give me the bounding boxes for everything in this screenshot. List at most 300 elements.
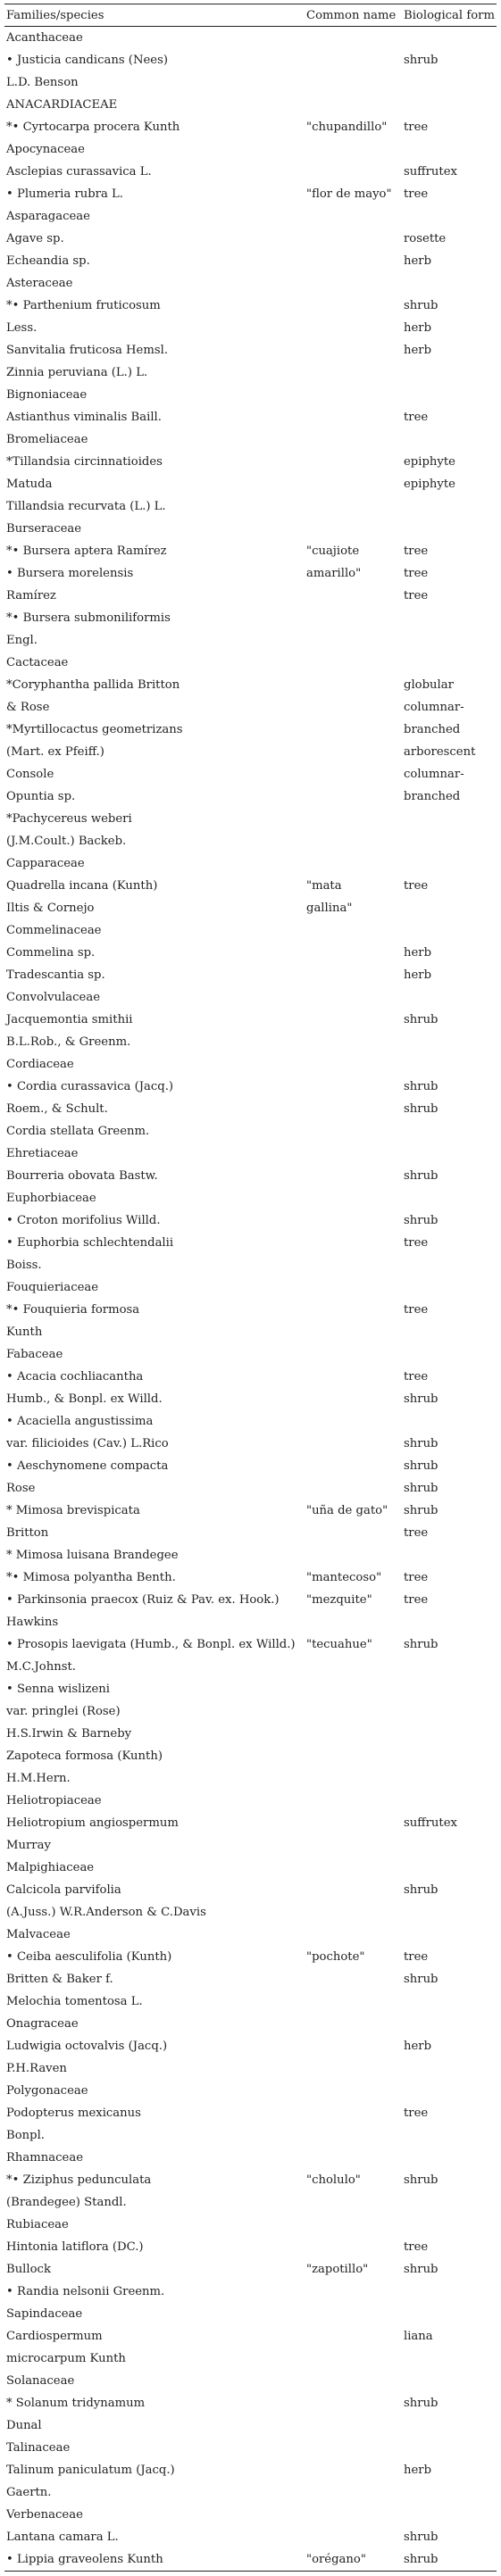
table-row [4, 1589, 497, 1611]
cell-species: • Aeschynomene compacta [6, 1459, 169, 1473]
cell-species: Polygonaceae [6, 2084, 88, 2098]
cell-species: (J.M.Coult.) Backeb. [6, 835, 127, 848]
table-row [4, 361, 497, 384]
table-row [4, 1633, 497, 1656]
cell-species: (Mart. ex Pfeiff.) [6, 745, 104, 759]
cell-species: Ehretiaceae [6, 1147, 79, 1160]
cell-biological-form: shrub [404, 1169, 438, 1183]
cell-species: Apocynaceae [6, 143, 85, 156]
cell-species: Asparagaceae [6, 210, 90, 223]
cell-species: • Croton morifolius Willd. [6, 1214, 161, 1227]
cell-species: Cardiospermum [6, 2330, 103, 2343]
table-row [4, 2191, 497, 2214]
table-row [4, 1990, 497, 2013]
table-row [4, 1834, 497, 1857]
cell-biological-form: shrub [404, 1482, 438, 1495]
cell-biological-form: shrub [404, 1214, 438, 1227]
table-row [4, 1901, 497, 1924]
cell-species: Jacquemontia smithii [6, 1013, 133, 1026]
table-row [4, 741, 497, 763]
cell-species: Cordia stellata Greenm. [6, 1125, 150, 1138]
table-row [4, 674, 497, 696]
table-row [4, 719, 497, 741]
table-row [4, 518, 497, 540]
cell-species: *• Bursera aptera Ramírez [6, 544, 167, 558]
table-row [4, 2548, 497, 2571]
cell-species: Fabaceae [6, 1348, 63, 1361]
table-row [4, 94, 497, 116]
cell-species: & Rose [6, 701, 50, 714]
table-row [4, 1946, 497, 1968]
cell-species: Rhamnaceae [6, 2151, 84, 2165]
cell-species: • Euphorbia schlechtendalii [6, 1236, 174, 1250]
table-row [4, 2526, 497, 2548]
cell-biological-form: shrub [404, 1638, 438, 1651]
table-row [4, 1678, 497, 1700]
table-row [4, 1366, 497, 1388]
table-row [4, 2370, 497, 2392]
table-row [4, 2325, 497, 2347]
cell-biological-form: rosette [404, 232, 447, 245]
table-row [4, 1700, 497, 1723]
table-row [4, 1388, 497, 1410]
cell-species: Console [6, 768, 54, 781]
cell-species: Euphorbiaceae [6, 1192, 96, 1205]
table-row [4, 1053, 497, 1076]
cell-species: Britten & Baker f. [6, 1973, 113, 1986]
table-row [4, 2303, 497, 2325]
header-common-name: Common name [306, 9, 397, 22]
cell-common-name: "pochote" [306, 1950, 365, 1964]
cell-species: Gaertn. [6, 2486, 52, 2499]
table-row [4, 473, 497, 495]
cell-species: • Bursera morelensis [6, 567, 134, 580]
cell-species: • Parkinsonia praecox (Ruiz & Pav. ex. Hook.) [6, 1593, 280, 1607]
table-row [4, 451, 497, 473]
cell-species: Matuda [6, 478, 53, 491]
table-bottom-rule [4, 2571, 497, 2572]
table-row [4, 1968, 497, 1990]
table-row [4, 228, 497, 250]
cell-biological-form: shrub [404, 1459, 438, 1473]
cell-biological-form: tree [404, 1593, 429, 1607]
table-row [4, 585, 497, 607]
cell-species: Rubiaceae [6, 2218, 69, 2231]
table-row [4, 852, 497, 875]
table-row [4, 785, 497, 808]
cell-species: Sapindaceae [6, 2307, 83, 2321]
cell-species: Engl. [6, 634, 38, 647]
cell-biological-form: branched [404, 790, 461, 803]
table-row [4, 1009, 497, 1031]
cell-biological-form: herb [404, 2040, 432, 2053]
cell-biological-form: epiphyte [404, 478, 455, 491]
cell-species: Commelina sp. [6, 946, 96, 960]
cell-biological-form: herb [404, 344, 432, 357]
table-row [4, 250, 497, 272]
cell-species: (A.Juss.) W.R.Anderson & C.Davis [6, 1906, 206, 1919]
cell-species: Malvaceae [6, 1928, 71, 1941]
table-row [4, 71, 497, 94]
cell-species: • Cordia curassavica (Jacq.) [6, 1080, 174, 1093]
table-row [4, 339, 497, 361]
cell-species: Britton [6, 1526, 49, 1540]
cell-biological-form: tree [404, 411, 429, 424]
table-row [4, 1611, 497, 1633]
table-row [4, 562, 497, 585]
cell-species: Bromeliaceae [6, 433, 88, 446]
table-row [4, 2080, 497, 2102]
table-row [4, 2504, 497, 2526]
cell-species: *Pachycereus weberi [6, 812, 132, 826]
cell-species: Malpighiaceae [6, 1861, 95, 1874]
cell-species: Heliotropiaceae [6, 1794, 102, 1807]
table-row [4, 1321, 497, 1343]
cell-species: *• Bursera submoniliformis [6, 611, 171, 625]
cell-species: Convolvulaceae [6, 991, 101, 1004]
cell-species: Kunth [6, 1325, 43, 1339]
cell-species: Onagraceae [6, 2017, 79, 2031]
cell-biological-form: liana [404, 2330, 433, 2343]
table-row [4, 1098, 497, 1120]
cell-biological-form: shrub [404, 1392, 438, 1406]
table-row [4, 2236, 497, 2258]
cell-species: Talinum paniculatum (Jacq.) [6, 2464, 175, 2477]
table-row [4, 2013, 497, 2035]
cell-common-name: "mezquite" [306, 1593, 372, 1607]
table-row [4, 540, 497, 562]
table-row [4, 1299, 497, 1321]
cell-species: • Randia nelsonii Greenm. [6, 2285, 165, 2298]
table-row [4, 1455, 497, 1477]
table-row [4, 2437, 497, 2459]
cell-species: Burseraceae [6, 522, 82, 536]
cell-species: Acanthaceae [6, 31, 83, 45]
table-row [4, 2459, 497, 2481]
table-row [4, 763, 497, 785]
cell-species: (Brandegee) Standl. [6, 2196, 127, 2209]
cell-common-name: "tecuahue" [306, 1638, 372, 1651]
table-row [4, 1566, 497, 1589]
cell-species: Ludwigia octovalvis (Jacq.) [6, 2040, 168, 2053]
cell-species: • Acacia cochliacantha [6, 1370, 144, 1384]
table-row [4, 875, 497, 897]
table-row [4, 2147, 497, 2169]
cell-species: Sanvitalia fruticosa Hemsl. [6, 344, 169, 357]
cell-biological-form: tree [404, 120, 429, 134]
cell-biological-form: tree [404, 567, 429, 580]
table-row [4, 2214, 497, 2236]
cell-common-name: "cholulo" [306, 2173, 361, 2187]
table-row [4, 2392, 497, 2414]
table-row [4, 1500, 497, 1522]
cell-species: Commelinaceae [6, 924, 102, 937]
table-header-row [4, 4, 497, 26]
cell-biological-form: tree [404, 544, 429, 558]
cell-species: Roem., & Schult. [6, 1102, 108, 1116]
cell-species: Zapoteca formosa (Kunth) [6, 1749, 163, 1763]
table-row [4, 652, 497, 674]
cell-biological-form: columnar- [404, 701, 464, 714]
table-row [4, 2347, 497, 2370]
cell-biological-form: tree [404, 2107, 429, 2120]
cell-biological-form: shrub [404, 1013, 438, 1026]
table-row [4, 964, 497, 986]
table-row [4, 384, 497, 406]
cell-biological-form: herb [404, 254, 432, 268]
table-row [4, 2414, 497, 2437]
cell-biological-form: suffrutex [404, 1816, 457, 1830]
cell-species: Fouquieriaceae [6, 1281, 99, 1294]
table-row [4, 1812, 497, 1834]
cell-biological-form: branched [404, 723, 461, 736]
cell-species: Bonpl. [6, 2129, 45, 2142]
table-row [4, 1433, 497, 1455]
cell-biological-form: shrub [404, 1973, 438, 1986]
table-row [4, 1723, 497, 1745]
cell-species: Solanaceae [6, 2374, 75, 2388]
table-row [4, 1165, 497, 1187]
cell-species: Zinnia peruviana (L.) L. [6, 366, 148, 379]
table-row [4, 897, 497, 919]
cell-species: Podopterus mexicanus [6, 2107, 141, 2120]
cell-species: * Mimosa luisana Brandegee [6, 1549, 179, 1562]
table-row [4, 495, 497, 518]
table-body [4, 27, 497, 2571]
table-row [4, 1924, 497, 1946]
cell-common-name: "cuajiote [306, 544, 360, 558]
cell-species: L.D. Benson [6, 76, 79, 89]
cell-biological-form: herb [404, 946, 432, 960]
cell-biological-form: tree [404, 1236, 429, 1250]
table-row [4, 27, 497, 49]
cell-biological-form: tree [404, 187, 429, 201]
cell-common-name: "uña de gato" [306, 1504, 388, 1517]
cell-biological-form: tree [404, 1571, 429, 1584]
table-row [4, 1120, 497, 1143]
cell-species: *• Fouquieria formosa [6, 1303, 140, 1317]
table-row [4, 2258, 497, 2281]
cell-biological-form: shrub [404, 2530, 438, 2544]
cell-biological-form: tree [404, 1370, 429, 1384]
cell-species: • Justicia candicans (Nees) [6, 54, 168, 67]
table-row [4, 1767, 497, 1790]
cell-biological-form: columnar- [404, 768, 464, 781]
cell-species: Lantana camara L. [6, 2530, 119, 2544]
table-row [4, 1143, 497, 1165]
cell-species: Heliotropium angiospermum [6, 1816, 179, 1830]
cell-biological-form: shrub [404, 2263, 438, 2276]
species-table [4, 4, 497, 2572]
table-row [4, 1232, 497, 1254]
cell-common-name: "zapotillo" [306, 2263, 369, 2276]
cell-species: var. filicioides (Cav.) L.Rico [6, 1437, 169, 1450]
cell-species: • Ceiba aesculifolia (Kunth) [6, 1950, 172, 1964]
cell-biological-form: arborescent [404, 745, 476, 759]
table-row [4, 1343, 497, 1366]
table-row [4, 1522, 497, 1544]
cell-species: *• Mimosa polyantha Benth. [6, 1571, 176, 1584]
table-row [4, 808, 497, 830]
cell-species: Tillandsia recurvata (L.) L. [6, 500, 166, 513]
table-row [4, 607, 497, 629]
table-row [4, 317, 497, 339]
table-row [4, 295, 497, 317]
cell-species: Melochia tomentosa L. [6, 1995, 143, 2008]
table-row [4, 428, 497, 451]
cell-common-name: "mantecoso" [306, 1571, 382, 1584]
cell-species: H.S.Irwin & Barneby [6, 1727, 132, 1741]
cell-species: *• Cyrtocarpa procera Kunth [6, 120, 180, 134]
table-row [4, 696, 497, 719]
table-row [4, 183, 497, 205]
cell-species: Cordiaceae [6, 1058, 74, 1071]
table-row [4, 1544, 497, 1566]
table-row [4, 272, 497, 295]
cell-biological-form: shrub [404, 2553, 438, 2566]
table-row [4, 1745, 497, 1767]
table-row [4, 629, 497, 652]
cell-biological-form: tree [404, 1950, 429, 1964]
cell-species: • Plumeria rubra L. [6, 187, 123, 201]
cell-species: *• Parthenium fruticosum [6, 299, 161, 312]
table-row [4, 830, 497, 852]
table-row [4, 1857, 497, 1879]
cell-species: * Solanum tridynamum [6, 2397, 146, 2410]
cell-species: Capparaceae [6, 857, 85, 870]
table-row [4, 1276, 497, 1299]
header-biological-form: Biological form [404, 9, 495, 22]
cell-biological-form: shrub [404, 2397, 438, 2410]
cell-biological-form: shrub [404, 54, 438, 67]
cell-biological-form: shrub [404, 1080, 438, 1093]
table-row [4, 2169, 497, 2191]
table-row [4, 942, 497, 964]
cell-biological-form: tree [404, 1303, 429, 1317]
cell-biological-form: herb [404, 968, 432, 982]
cell-species: H.M.Hern. [6, 1772, 71, 1785]
cell-species: B.L.Rob., & Greenm. [6, 1035, 131, 1049]
table-row [4, 1187, 497, 1209]
cell-species: Dunal [6, 2419, 42, 2432]
cell-species: Talinaceae [6, 2441, 71, 2455]
cell-species: Iltis & Cornejo [6, 902, 95, 915]
cell-biological-form: herb [404, 2464, 432, 2477]
cell-species: Less. [6, 321, 38, 335]
cell-species: Hintonia latiflora (DC.) [6, 2240, 144, 2254]
cell-biological-form: herb [404, 321, 432, 335]
cell-species: • Acaciella angustissima [6, 1415, 154, 1428]
cell-species: Echeandia sp. [6, 254, 90, 268]
table-row [4, 1076, 497, 1098]
cell-common-name: "flor de mayo" [306, 187, 392, 201]
table-row [4, 1879, 497, 1901]
table-row [4, 116, 497, 138]
table-row [4, 2481, 497, 2504]
table-row [4, 1477, 497, 1500]
table-row [4, 406, 497, 428]
cell-species: Astianthus viminalis Baill. [6, 411, 162, 424]
cell-biological-form: globular [404, 678, 454, 692]
table-row [4, 986, 497, 1009]
cell-species: Cactaceae [6, 656, 69, 669]
cell-species: Ramírez [6, 589, 56, 602]
cell-species: Humb., & Bonpl. ex Willd. [6, 1392, 163, 1406]
cell-biological-form: shrub [404, 2173, 438, 2187]
cell-common-name: gallina" [306, 902, 353, 915]
table-row [4, 1656, 497, 1678]
cell-biological-form: shrub [404, 1102, 438, 1116]
cell-species: Calcicola parvifolia [6, 1883, 121, 1897]
table-row [4, 2057, 497, 2080]
cell-species: • Prosopis laevigata (Humb., & Bonpl. ex Willd.) [6, 1638, 296, 1651]
cell-species: Tradescantia sp. [6, 968, 105, 982]
cell-species: Rose [6, 1482, 36, 1495]
table-row [4, 2281, 497, 2303]
cell-species: Boiss. [6, 1259, 42, 1272]
cell-species: ANACARDIACEAE [6, 98, 118, 112]
table-row [4, 138, 497, 161]
cell-species: Murray [6, 1839, 51, 1852]
cell-common-name: amarillo" [306, 567, 362, 580]
cell-species: *Coryphantha pallida Britton [6, 678, 180, 692]
cell-species: Verbenaceae [6, 2508, 83, 2522]
cell-species: Asteraceae [6, 277, 73, 290]
cell-species: Agave sp. [6, 232, 64, 245]
cell-species: *• Ziziphus pedunculata [6, 2173, 152, 2187]
cell-species: Asclepias curassavica L. [6, 165, 152, 179]
cell-species: * Mimosa brevispicata [6, 1504, 140, 1517]
cell-biological-form: tree [404, 1526, 429, 1540]
table-row [4, 1254, 497, 1276]
cell-species: • Lippia graveolens Kunth [6, 2553, 163, 2566]
cell-species: Opuntia sp. [6, 790, 76, 803]
cell-species: P.H.Raven [6, 2062, 67, 2075]
cell-species: Bignoniaceae [6, 388, 88, 402]
table-row [4, 1209, 497, 1232]
cell-common-name: "mata [306, 879, 342, 893]
table-row [4, 2035, 497, 2057]
cell-biological-form: shrub [404, 1437, 438, 1450]
table-row [4, 1031, 497, 1053]
cell-species: Hawkins [6, 1616, 59, 1629]
cell-biological-form: tree [404, 589, 429, 602]
header-families-species: Families/species [6, 9, 104, 22]
table-row [4, 2102, 497, 2124]
table-row [4, 919, 497, 942]
table-row [4, 161, 497, 183]
cell-biological-form: suffrutex [404, 165, 457, 179]
table-row [4, 49, 497, 71]
cell-species: • Senna wislizeni [6, 1683, 111, 1696]
cell-common-name: "chupandillo" [306, 120, 388, 134]
table-row [4, 2124, 497, 2147]
cell-common-name: "orégano" [306, 2553, 366, 2566]
table-row [4, 205, 497, 228]
cell-species: Bullock [6, 2263, 51, 2276]
cell-biological-form: shrub [404, 299, 438, 312]
cell-biological-form: shrub [404, 1504, 438, 1517]
cell-species: microcarpum Kunth [6, 2352, 126, 2365]
cell-species: var. pringlei (Rose) [6, 1705, 121, 1718]
table-row [4, 1410, 497, 1433]
cell-species: *Myrtillocactus geometrizans [6, 723, 183, 736]
cell-biological-form: tree [404, 2240, 429, 2254]
cell-biological-form: epiphyte [404, 455, 455, 469]
cell-species: M.C.Johnst. [6, 1660, 76, 1674]
table-row [4, 1790, 497, 1812]
cell-biological-form: shrub [404, 1883, 438, 1897]
